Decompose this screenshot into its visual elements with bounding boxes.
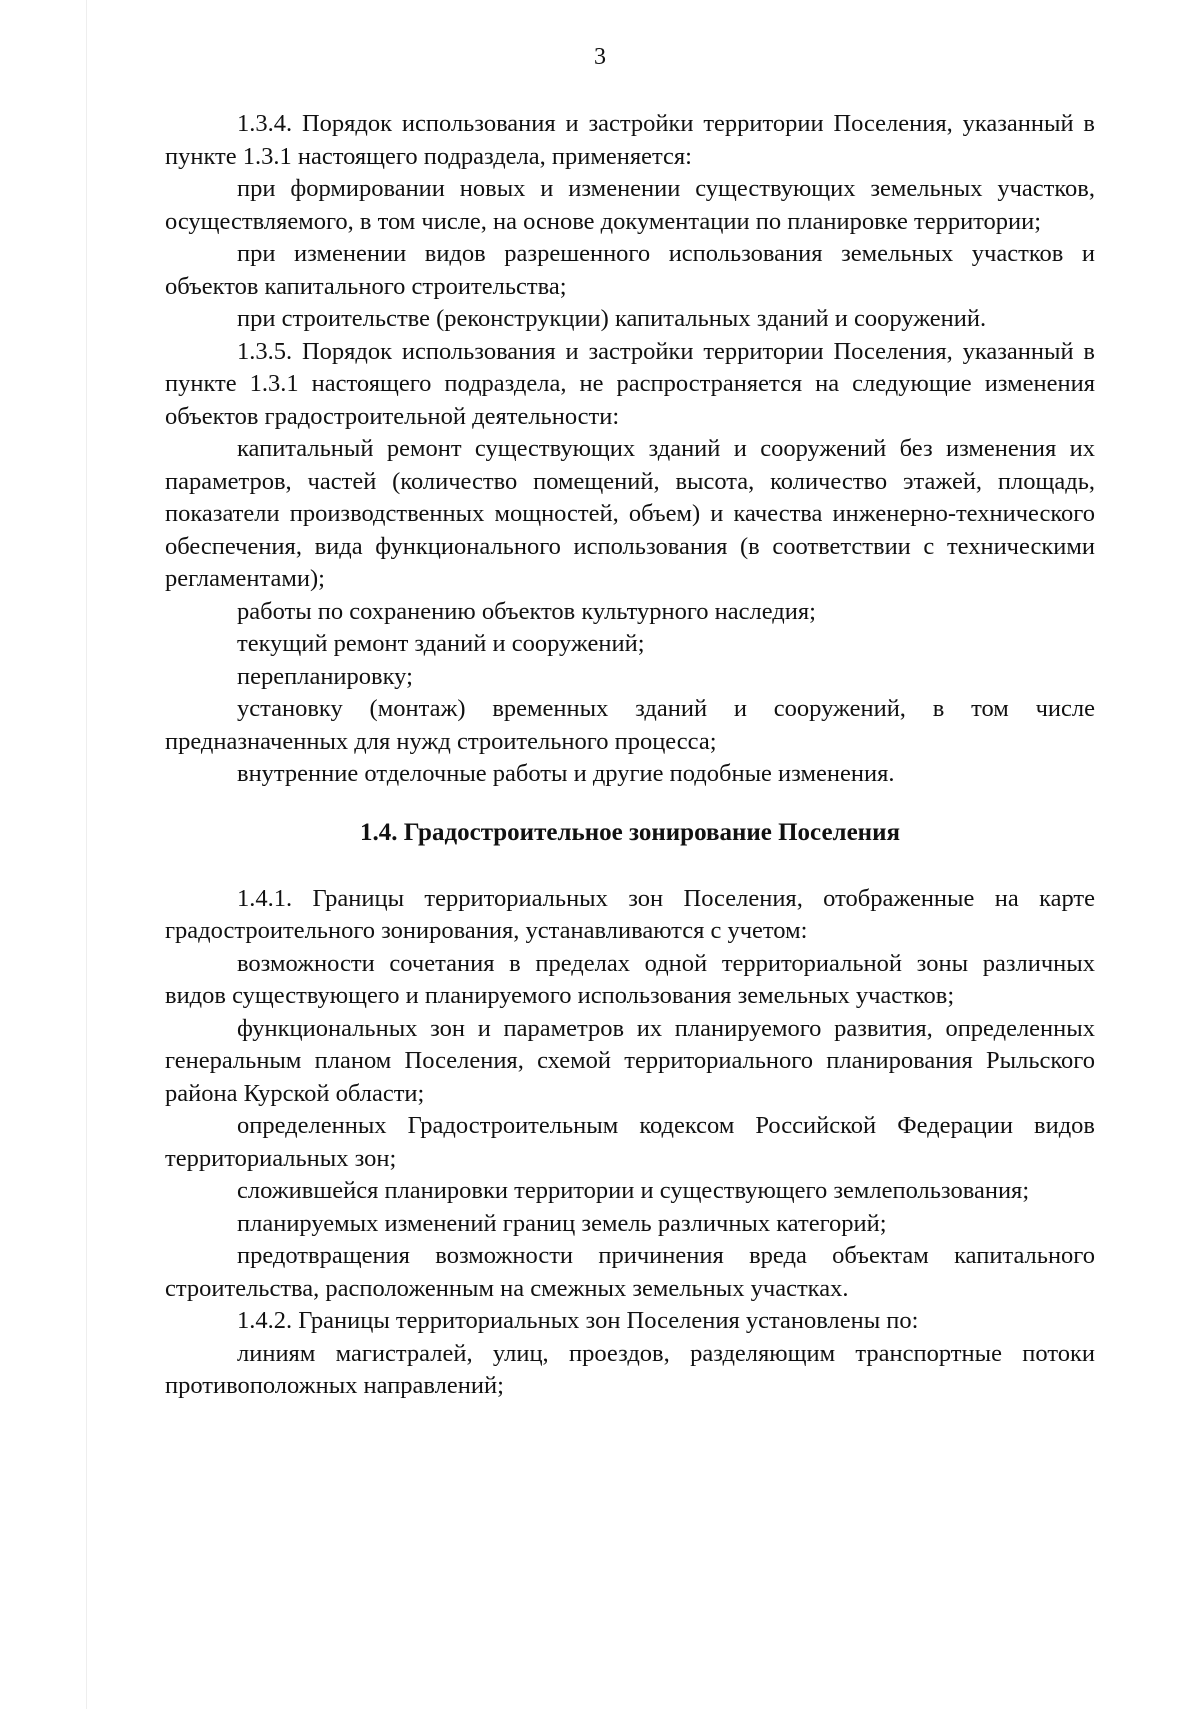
paragraph-1-4-1: 1.4.1. Границы территориальных зон Поселения, отображенные на карте градостроительного зонирования, устанавливаются с учетом: [165, 884, 1095, 944]
page-number: 3 [594, 44, 606, 70]
document-body [165, 108, 1095, 1403]
list-item: перепланировку; [237, 662, 413, 690]
list-item: предотвращения возможности причинения вреда объектам капитального строительства, расположенным на смежных земельных участках. [165, 1242, 1095, 1302]
list-item: работы по сохранению объектов культурного наследия; [237, 597, 816, 625]
paragraph-1-3-4: 1.3.4. Порядок использования и застройки территории Поселения, указанный в пункте 1.3.1 настоящего подраздела, применяется: [165, 110, 1095, 170]
list-item: определенных Градостроительным кодексом Российской Федерации видов территориальных зон; [165, 1112, 1095, 1172]
list-item: внутренние отделочные работы и другие подобные изменения. [237, 760, 895, 787]
paragraph-1-3-5: 1.3.5. Порядок использования и застройки территории Поселения, указанный в пункте 1.3.1 настоящего подраздела, не распространяется на следующие изменения объектов градостроительной деятельности: [165, 337, 1095, 430]
scan-edge-line [86, 0, 87, 1709]
list-item: сложившейся планировки территории и существующего землепользования; [237, 1177, 1030, 1204]
section-heading: 1.4. Градостроительное зонирование Поселения [359, 818, 901, 846]
paragraph-1-4-2: 1.4.2. Границы территориальных зон Поселения установлены по: [237, 1307, 919, 1334]
list-item: установку (монтаж) временных зданий и сооружений, в том числе предназначенных для нужд строительного процесса; [165, 695, 1095, 755]
list-item: при формировании новых и изменении существующих земельных участков, осуществляемого, в том числе, на основе документации по планировке территории; [165, 175, 1095, 235]
section-1-3 [165, 108, 1095, 791]
list-item: при строительстве (реконструкции) капитальных зданий и сооружений. [237, 305, 987, 332]
list-item: при изменении видов разрешенного использования земельных участков и объектов капитального строительства; [165, 240, 1095, 300]
list-item: планируемых изменений границ земель различных категорий; [237, 1209, 887, 1237]
list-item: возможности сочетания в пределах одной территориальной зоны различных видов существующего и планируемого использования земельных участков; [165, 949, 1095, 1009]
list-item: функциональных зон и параметров их планируемого развития, определенных генеральным планом Поселения, схемой территориального планирования Рыльского района Курской области; [165, 1014, 1095, 1107]
list-item: капитальный ремонт существующих зданий и сооружений без изменения их параметров, частей (количество помещений, высота, количество этажей, площадь, показатели производственных мощностей, объем) и качества инженерно-технического обеспечения, вида функционального использования (в соответствии с техническими регламентами); [165, 435, 1095, 592]
list-item: линиям магистралей, улиц, проездов, разделяющим транспортные потоки противоположных направлений; [165, 1339, 1095, 1399]
list-item: текущий ремонт зданий и сооружений; [237, 630, 645, 657]
section-1-4 [165, 883, 1095, 1403]
